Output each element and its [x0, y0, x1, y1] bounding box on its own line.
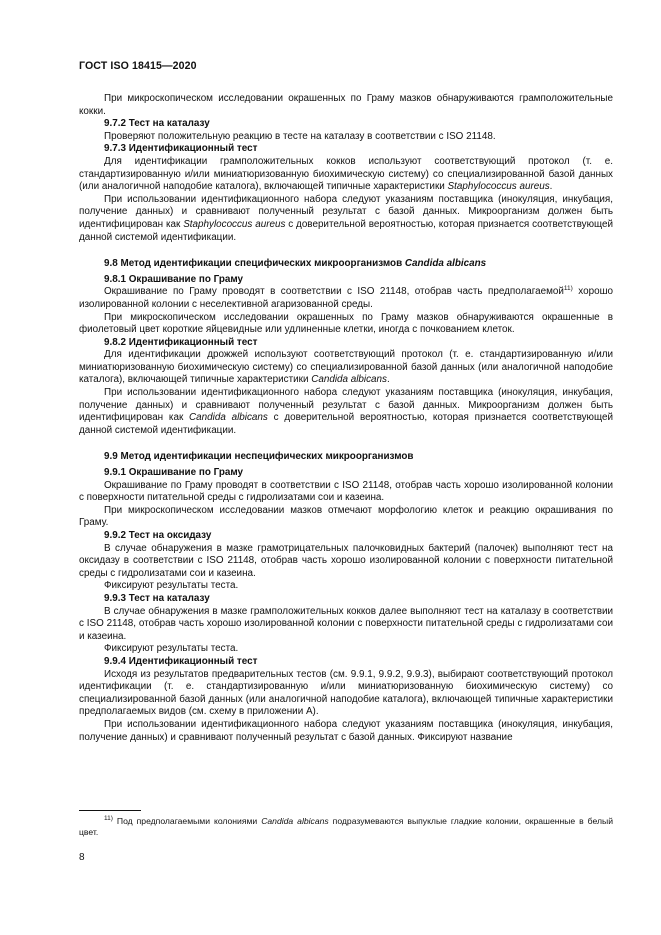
section-9-8-title: 9.8 Метод идентификации специфических микроорганизмов Candida albicans	[104, 258, 487, 270]
paragraph-intro: При микроскопическом исследовании окрашенных по Граму мазков обнаруживаются грамположительные кокки.	[79, 93, 613, 117]
section-9-9-2-title: 9.9.2 Тест на оксидазу	[104, 530, 212, 541]
section-9-9-4-title: 9.9.4 Идентификационный тест	[104, 655, 258, 667]
section-9-8-2-text-1: Для идентификации дрожжей используют соответствующий протокол (т. е. стандартизированную и/или миниатюризованную биохимическую систему) со специализированной базой данных (или аналогичной наподобие каталога), включающей типичные характеристики Candida albicans.	[79, 349, 613, 386]
section-9-7-2-text: Проверяют положительную реакцию в тесте на каталазу в соответствии с ISO 21148.	[104, 130, 496, 142]
section-9-7-3-text-2: При использовании идентификационного набора следуют указаниям поставщика (инокуляция, инкубация, получение данных) и сравнивают полученный результат с базой данных. Микроорганизм должен быть идентифицирован как Staphylococcus aureus с доверительной вероятностью, которая признается соответствующей данной системой идентификации.	[79, 193, 614, 243]
section-9-9-3-title: 9.9.3 Тест на каталазу	[104, 592, 210, 604]
section-9-9-3-text-2: Фиксируют результаты теста.	[104, 643, 239, 655]
page-number: 8	[79, 852, 85, 863]
section-9-9-1-title: 9.9.1 Окрашивание по Граму	[104, 467, 244, 479]
section-9-9-1-text-1: Окрашивание по Граму проводят в соответствии с ISO 21148, отобрав часть хорошо изолированной колонии с поверхности питательной среды с гидролизатами сои и казеина.	[79, 479, 613, 504]
footnote-marker: 11)	[104, 815, 113, 822]
section-9-7-3-text-1: Для идентификации грамположительных кокков используют соответствующий протокол (т. е. стандартизированную и/или миниатюризованную биохимическую систему) со специализированной базой данных (или аналогичной наподобие каталога), включающей типичные характеристики Staphylococcus aureus.	[79, 155, 613, 193]
section-9-9-4-text-2: При использовании идентификационного набора следуют указаниям поставщика (инокуляция, инкубация, получение данных) и сравнивают полученный результат с базой данных. Фиксируют название	[79, 718, 613, 743]
section-9-8-2-text-2: При использовании идентификационного набора следуют указаниям поставщика (инокуляция, инкубация, получение данных) и сравнивают полученный результат с базой данных. Микроорганизм должен быть идентифицирован как Candida albicans с доверительной вероятностью, которая признается соответствующей данной системой идентификации.	[79, 387, 613, 436]
section-9-9-1-text-2: При микроскопическом исследовании мазков отмечают морфологию клеток и реакцию окрашивания по Граму.	[79, 504, 613, 529]
section-9-9-3-text-1: В случае обнаружения в мазке грамположительных кокков далее выполняют тест на каталазу в соответствии с ISO 21148, отобрав часть хорошо изолированной колонии с поверхности питательной среды с гидролизатами сои и казеина.	[79, 605, 613, 642]
section-9-9-4-text-1: Исходя из результатов предварительных тестов (см. 9.9.1, 9.9.2, 9.9.3), выбирают соответствующий протокол идентификации (т. е. стандартизированную и/или миниатюризованную биохимическую систему) со специализированной базой данных (или аналогичной наподобие каталога), включающей типичные характеристики предполагаемых видов (см. схему в приложении А).	[79, 668, 613, 718]
footnote: $^{11)}$ Под предполагаемыми колониями Candida albicans подразумеваются выпуклые гладкие колонии, окрашенные в белый цвет.	[79, 815, 613, 837]
section-9-8-1-title: 9.8.1 Окрашивание по Граму	[104, 273, 244, 285]
section-9-8-2-title: 9.8.2 Идентификационный тест	[104, 336, 258, 348]
section-9-8-1-text-2: При микроскопическом исследовании окрашенных по Граму мазков обнаруживаются окрашенные в фиолетовый цвет короткие яйцевидные или удлиненные клетки, иногда с почкованием клеток.	[79, 311, 613, 336]
section-9-9-title: 9.9 Метод идентификации неспецифических микроорганизмов	[104, 451, 414, 463]
section-9-8-1-text-1: Окрашивание по Граму проводят в соответствии с ISO 21148, отобрав часть предполагаемой$^{11)}$ хорошо изолированной колонии с неселективной агаризованной среды.	[79, 285, 613, 310]
footnote-ref[interactable]: 11)	[563, 285, 573, 293]
footnote-divider	[79, 810, 141, 811]
section-9-9-2-text-1: В случае обнаружения в мазке грамотрицательных палочковидных бактерий (палочек) выполняют тест на оксидазу в соответствии с ISO 21148, отобрав часть хорошо изолированной колонии с поверхности питательной среды с гидролизатами сои и казеина.	[79, 542, 613, 579]
section-9-9-2-text-2: Фиксируют результаты теста.	[104, 580, 239, 592]
document-body	[79, 93, 613, 744]
section-9-7-2-title: 9.7.2 Тест на каталазу	[104, 118, 210, 130]
document-header: ГОСТ ISO 18415—2020	[79, 60, 197, 72]
section-9-7-3-title: 9.7.3 Идентификационный тест	[104, 143, 258, 155]
